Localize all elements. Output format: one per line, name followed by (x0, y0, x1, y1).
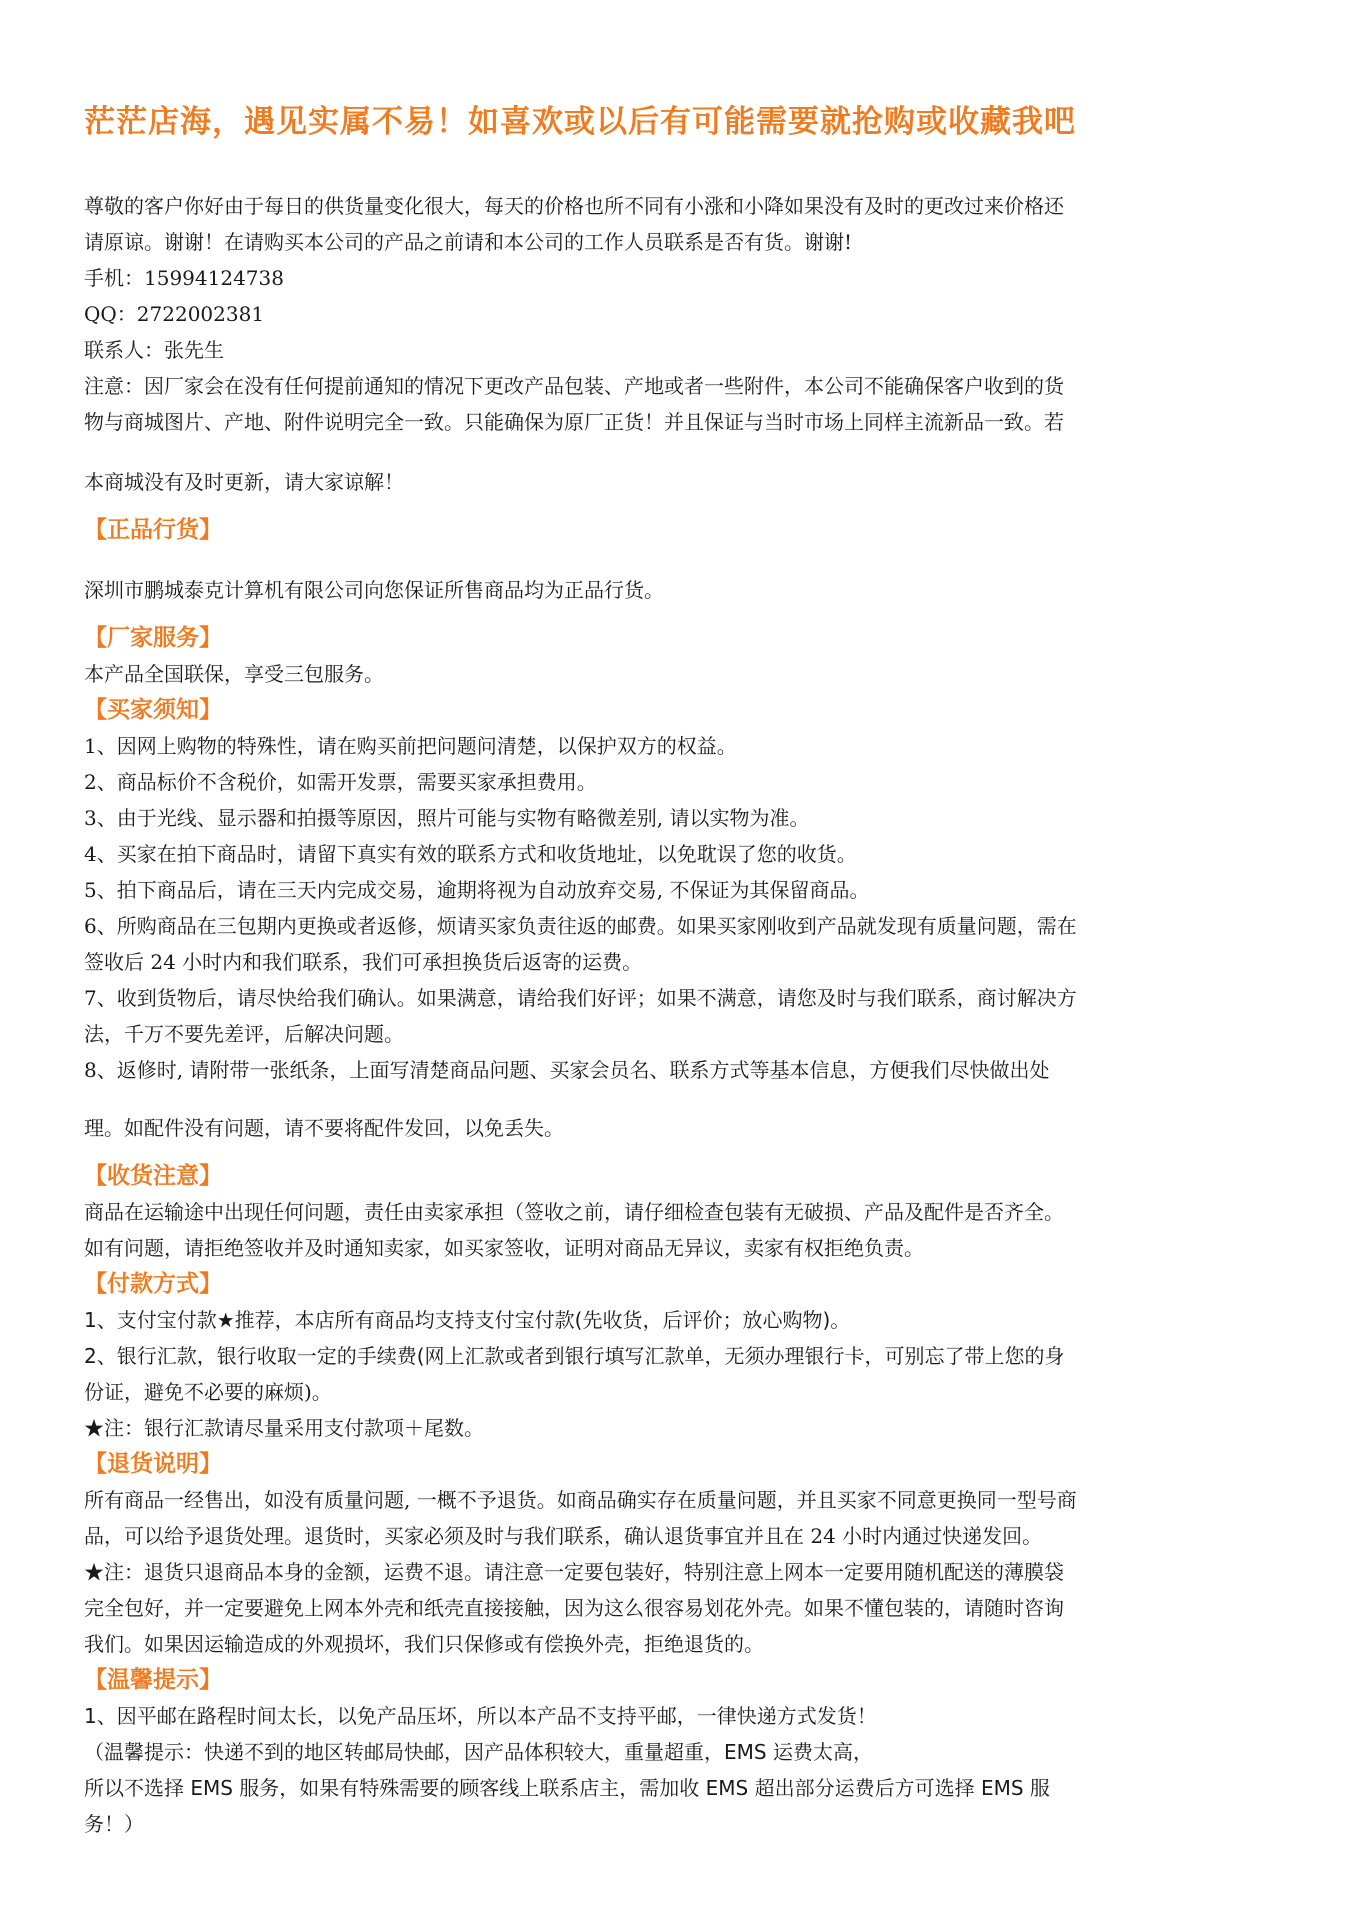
buyer-line: 6、所购商品在三包期内更换或者返修，烦请买家负责往返的邮费。如果买家刚收到产品就发现有质量问题，需在 (84, 914, 1077, 938)
buyer-line: 7、收到货物后，请尽快给我们确认。如果满意，请给我们好评；如果不满意，请您及时与我们联系，商讨解决方 (84, 986, 1077, 1010)
buyer-line: 8、返修时, 请附带一张纸条，上面写清楚商品问题、买家会员名、联系方式等基本信息，方便我们尽快做出处 (84, 1058, 1050, 1082)
page-title: 茫茫店海，遇见实属不易！如喜欢或以后有可能需要就抢购或收藏我吧 (84, 104, 1076, 140)
tips-line: 所以不选择 EMS 服务，如果有特殊需要的顾客线上联系店主，需加收 EMS 超出部分运费后方可选择 EMS 服 (84, 1776, 1050, 1800)
tips-line: 务！） (84, 1812, 144, 1836)
tips-line: （温馨提示：快递不到的地区转邮局快邮，因产品体积较大，重量超重，EMS 运费太高， (84, 1740, 873, 1764)
notice-line-3: 本商城没有及时更新，请大家谅解！ (84, 470, 404, 494)
notice-line-1: 注意：因厂家会在没有任何提前通知的情况下更改产品包装、产地或者一些附件，本公司不能确保客户收到的货 (84, 374, 1064, 398)
buyer-line: 4、买家在拍下商品时，请留下真实有效的联系方式和收货地址，以免耽误了您的收货。 (84, 842, 857, 866)
payment-line: ★注：银行汇款请尽量采用支付款项＋尾数。 (84, 1416, 484, 1440)
intro-line-1: 尊敬的客户你好由于每日的供货量变化很大，每天的价格也所不同有小涨和小降如果没有及时的更改过来价格还 (84, 194, 1064, 218)
buyer-line: 5、拍下商品后，请在三天内完成交易，逾期将视为自动放弃交易, 不保证为其保留商品。 (84, 878, 870, 902)
intro-line-2: 请原谅。谢谢！在请购买本公司的产品之前请和本公司的工作人员联系是否有货。谢谢! (84, 230, 853, 254)
genuine-text: 深圳市鹏城泰克计算机有限公司向您保证所售商品均为正品行货。 (84, 578, 664, 602)
buyer-line: 签收后 24 小时内和我们联系，我们可承担换货后返寄的运费。 (84, 950, 643, 974)
returns-line: ★注：退货只退商品本身的金额，运费不退。请注意一定要包装好，特别注意上网本一定要用随机配送的薄膜袋 (84, 1560, 1064, 1584)
service-text: 本产品全国联保，享受三包服务。 (84, 662, 384, 686)
phone-number: 手机：15994124738 (84, 266, 284, 290)
buyer-line: 法，千万不要先差评，后解决问题。 (84, 1022, 404, 1046)
receipt-line: 如有问题，请拒绝签收并及时通知卖家，如买家签收，证明对商品无异议，卖家有权拒绝负责。 (84, 1236, 924, 1260)
section-heading-buyer: 【买家须知】 (84, 697, 222, 723)
section-heading-genuine: 【正品行货】 (84, 517, 222, 543)
section-heading-tips: 【温馨提示】 (84, 1667, 222, 1693)
buyer-line: 2、商品标价不含税价，如需开发票，需要买家承担费用。 (84, 770, 597, 794)
payment-line: 2、银行汇款，银行收取一定的手续费(网上汇款或者到银行填写汇款单，无须办理银行卡，可别忘了带上您的身 (84, 1344, 1065, 1368)
section-heading-returns: 【退货说明】 (84, 1451, 222, 1477)
returns-line: 完全包好，并一定要避免上网本外壳和纸壳直接接触，因为这么很容易划花外壳。如果不懂包装的，请随时咨询 (84, 1596, 1064, 1620)
notice-line-2: 物与商城图片、产地、附件说明完全一致。只能确保为原厂正货！并且保证与当时市场上同样主流新品一致。若 (84, 410, 1064, 434)
payment-line: 份证，避免不必要的麻烦)。 (84, 1380, 332, 1404)
section-heading-payment: 【付款方式】 (84, 1271, 222, 1297)
contact-person: 联系人：张先生 (84, 338, 224, 362)
buyer-line: 1、因网上购物的特殊性，请在购买前把问题问清楚，以保护双方的权益。 (84, 734, 737, 758)
section-heading-receipt: 【收货注意】 (84, 1163, 222, 1189)
receipt-line: 商品在运输途中出现任何问题，责任由卖家承担（签收之前，请仔细检查包装有无破损、产品及配件是否齐全。 (84, 1200, 1064, 1224)
section-heading-service: 【厂家服务】 (84, 625, 222, 651)
buyer-line: 3、由于光线、显示器和拍摄等原因，照片可能与实物有略微差别, 请以实物为准。 (84, 806, 810, 830)
returns-line: 我们。如果因运输造成的外观损坏，我们只保修或有偿换外壳，拒绝退货的。 (84, 1632, 764, 1656)
tips-line: 1、因平邮在路程时间太长，以免产品压坏，所以本产品不支持平邮，一律快递方式发货！ (84, 1704, 877, 1728)
payment-line: 1、支付宝付款★推荐，本店所有商品均支持支付宝付款(先收货，后评价；放心购物)。 (84, 1308, 851, 1332)
returns-line: 所有商品一经售出，如没有质量问题, 一概不予退货。如商品确实存在质量问题，并且买家不同意更换同一型号商 (84, 1488, 1077, 1512)
returns-line: 品，可以给予退货处理。退货时，买家必须及时与我们联系，确认退货事宜并且在 24 小时内通过快递发回。 (84, 1524, 1043, 1548)
buyer-line: 理。如配件没有问题，请不要将配件发回，以免丢失。 (84, 1116, 564, 1140)
qq-number: QQ：2722002381 (84, 302, 265, 326)
